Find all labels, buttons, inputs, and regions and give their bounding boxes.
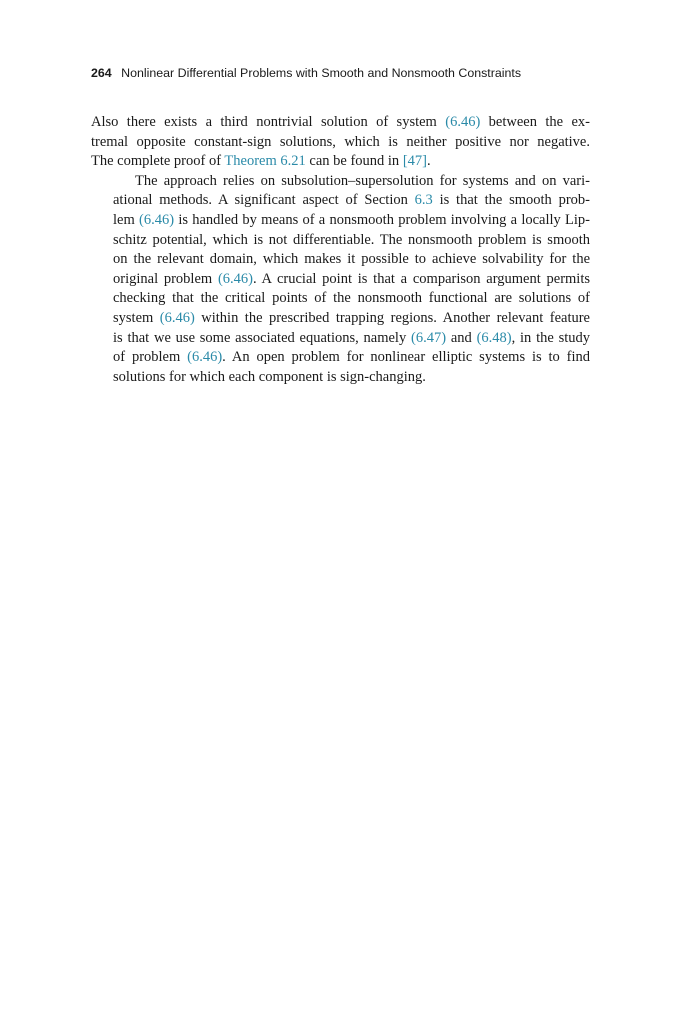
text-run: system (113, 309, 160, 326)
cross-reference-link[interactable]: (6.46) (187, 349, 223, 366)
paragraph (91, 172, 590, 388)
text-run: schitz potential, which is not differentiable. The nonsmooth problem is smooth (113, 231, 590, 248)
cross-reference-link[interactable]: (6.46) (139, 211, 175, 228)
text-run: The complete proof of (91, 153, 225, 170)
text-run: is that the smooth prob- (432, 192, 590, 209)
text-line (91, 329, 590, 349)
text-run: of problem (113, 349, 188, 366)
text-line (91, 172, 590, 192)
cross-reference-link[interactable]: (6.46) (445, 114, 481, 130)
text-line (91, 368, 590, 388)
text-run: solutions for which each component is sign-changing. (113, 368, 426, 385)
text-line (91, 191, 590, 211)
text-line (91, 289, 590, 309)
text-run: is that we use some associated equations, namely (113, 329, 411, 346)
text-line (91, 348, 590, 368)
text-run: is handled by means of a nonsmooth problem involving a locally Lip- (174, 211, 591, 228)
cross-reference-link[interactable]: 6.3 (414, 192, 433, 209)
cross-reference-link[interactable]: (6.48) (476, 329, 512, 346)
text-run: between the ex- (480, 114, 590, 130)
running-title: Nonlinear Differential Problems with Smooth and Nonsmooth Constraints (121, 66, 522, 80)
running-head (91, 64, 591, 82)
text-run: . (426, 153, 431, 170)
text-run: lem (113, 211, 140, 228)
text-line (91, 270, 590, 290)
page-number: 264 (91, 66, 112, 80)
text-run: checking that the critical points of the nonsmooth functional are solutions of (113, 290, 590, 307)
text-line (91, 231, 590, 251)
text-line (91, 250, 590, 270)
text-line (91, 133, 590, 153)
text-run: , in the study (511, 329, 591, 346)
cross-reference-link[interactable]: (6.46) (217, 270, 253, 287)
text-line (91, 309, 590, 329)
text-line (91, 211, 590, 231)
text-line (91, 113, 590, 133)
text-run: and (446, 329, 477, 346)
cross-reference-link[interactable]: (6.46) (159, 309, 195, 326)
text-run: ational methods. A significant aspect of Section (113, 192, 415, 209)
cross-reference-link[interactable]: [47] (402, 153, 427, 170)
text-run: within the prescribed trapping regions. Another relevant feature (194, 309, 590, 326)
body-text (91, 113, 590, 387)
text-run: on the relevant domain, which makes it possible to achieve solvability for the (113, 251, 590, 268)
text-run: tremal opposite constant-sign solutions, which is neither positive nor negative. (91, 133, 590, 150)
paragraph (91, 113, 590, 172)
text-run: original problem (113, 270, 218, 287)
cross-reference-link[interactable]: (6.47) (411, 329, 447, 346)
text-run: can be found in (305, 153, 403, 170)
text-run: . An open problem for nonlinear elliptic systems is to find (222, 349, 590, 366)
text-run: The approach relies on subsolution–supersolution for systems and on vari- (135, 172, 590, 189)
text-run: . A crucial point is that a comparison argument permits (252, 270, 590, 287)
text-run: Also there exists a third nontrivial solution of system (91, 114, 446, 130)
cross-reference-link[interactable]: Theorem 6.21 (224, 153, 306, 170)
text-line (91, 152, 590, 172)
